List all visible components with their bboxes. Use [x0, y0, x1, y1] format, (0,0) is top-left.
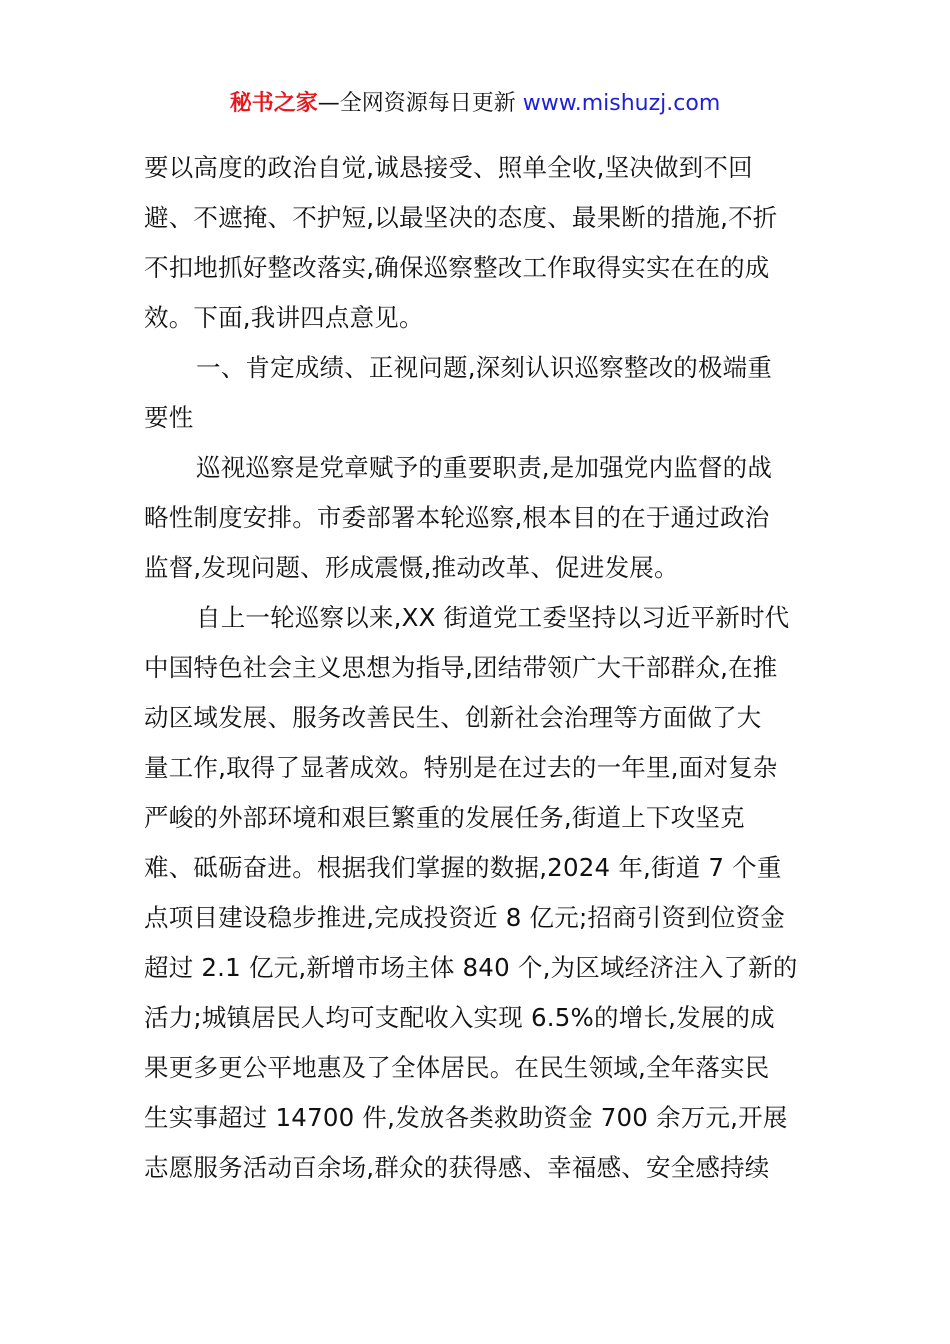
text-line: 果更多更公平地惠及了全体居民。在民生领域,全年落实民: [144, 1053, 770, 1082]
brand-name: 秘书之家: [229, 91, 318, 116]
text-line: 避、不遮掩、不护短,以最坚决的态度、最果断的措施,不折: [144, 203, 778, 232]
text-line: 活力;城镇居民人均可支配收入实现 6.5%的增长,发展的成: [144, 1003, 775, 1032]
text-line: 略性制度安排。市委部署本轮巡察,根本目的在于通过政治: [144, 503, 770, 532]
text-line: 中国特色社会主义思想为指导,团结带领广大干部群众,在推: [144, 653, 778, 682]
text-line: 效。下面,我讲四点意见。: [144, 303, 424, 332]
text-line: 量工作,取得了显著成效。特别是在过去的一年里,面对复杂: [144, 753, 778, 782]
text-line: 难、砥砺奋进。根据我们掌握的数据,2024 年,街道 7 个重: [144, 853, 782, 882]
text-line: 超过 2.1 亿元,新增市场主体 840 个,为区域经济注入了新的: [144, 953, 798, 982]
site-url-link[interactable]: www.mishuzj.com: [522, 91, 721, 116]
site-header: [0, 88, 950, 120]
text-line: 不扣地抓好整改落实,确保巡察整改工作取得实实在在的成: [144, 253, 770, 282]
site-tagline: —全网资源每日更新: [317, 91, 523, 116]
text-line: 严峻的外部环境和艰巨繁重的发展任务,街道上下攻坚克: [144, 803, 745, 832]
text-line: 自上一轮巡察以来,XX 街道党工委坚持以习近平新时代: [196, 603, 790, 632]
text-line: 生实事超过 14700 件,发放各类救助资金 700 余万元,开展: [144, 1103, 788, 1132]
section-heading-line: 要性: [144, 403, 194, 432]
section-heading-line: 一、肯定成绩、正视问题,深刻认识巡察整改的极端重: [196, 353, 773, 382]
text-line: 要以高度的政治自觉,诚恳接受、照单全收,坚决做到不回: [144, 153, 753, 182]
text-line: 监督,发现问题、形成震慑,推动改革、促进发展。: [144, 553, 679, 582]
text-line: 动区域发展、服务改善民生、创新社会治理等方面做了大: [144, 703, 762, 732]
text-line: 志愿服务活动百余场,群众的获得感、幸福感、安全感持续: [144, 1153, 770, 1182]
text-line: 点项目建设稳步推进,完成投资近 8 亿元;招商引资到位资金: [144, 903, 786, 932]
text-line: 巡视巡察是党章赋予的重要职责,是加强党内监督的战: [196, 453, 773, 482]
document-body: [144, 145, 810, 1195]
